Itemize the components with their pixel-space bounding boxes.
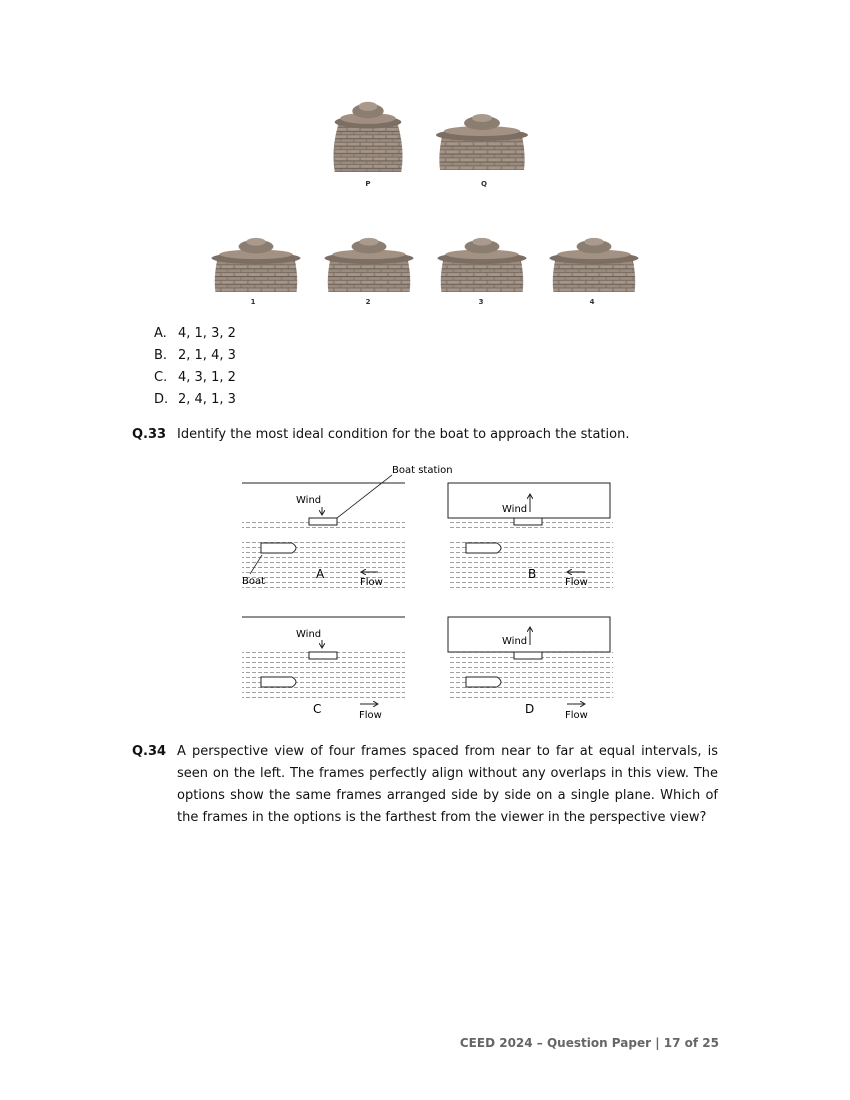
page-footer — [460, 1036, 719, 1050]
flow-label-a: Flow — [360, 577, 383, 588]
wind-label-c: Wind — [296, 629, 322, 640]
wind-label-a: Wind — [296, 495, 322, 506]
panel-letter-d: D — [525, 702, 535, 716]
flow-label-c: Flow — [359, 710, 382, 721]
boat-shape — [261, 677, 296, 687]
basket-label-4: 4 — [589, 298, 595, 306]
diagram-panel-c — [242, 617, 405, 704]
flow-label-d: Flow — [565, 710, 588, 721]
boat-label: Boat — [242, 576, 266, 587]
footer-page-number: 17 of 25 — [663, 1036, 719, 1050]
panel-letter-c: C — [313, 702, 322, 716]
boat-station-dock — [309, 652, 337, 659]
footer-exam-title: CEED 2024 – Question Paper | — [459, 1036, 660, 1050]
option-text: 4, 1, 3, 2 — [178, 326, 236, 341]
diagram-panel-d — [448, 617, 613, 704]
boat-station-label: Boat station — [392, 465, 453, 476]
question-number-33: Q.33 — [132, 427, 167, 442]
basket-label-2: 2 — [365, 298, 371, 306]
basket-label-3: 3 — [478, 298, 484, 306]
boat-shape — [466, 543, 501, 553]
wind-label-d: Wind — [502, 636, 528, 647]
option-letter: B. — [154, 348, 168, 363]
question-text-34: A perspective view of four frames spaced from near to far at equal intervals, is seen on the left. The frames perfectly align without any overlaps in this view. The options show the same frames arranged side by side on a single plane. Which of the frames in the options is the farthest from the viewer in the perspective view? — [177, 744, 718, 825]
option-letter: C. — [154, 370, 168, 385]
boat-station-dock — [514, 652, 542, 659]
basket-label-1: 1 — [250, 298, 256, 306]
question-text-33: Identify the most ideal condition for the boat to approach the station. — [177, 427, 630, 442]
panel-letter-b: B — [528, 567, 537, 581]
option-text: 2, 4, 1, 3 — [178, 392, 236, 407]
basket-label-p: P — [365, 180, 371, 188]
flow-label-b: Flow — [565, 577, 588, 588]
option-letter: A. — [154, 326, 167, 341]
boat-shape — [261, 543, 296, 553]
option-text: 2, 1, 4, 3 — [178, 348, 236, 363]
boat-station-dock — [309, 518, 337, 525]
boat-station-leader — [337, 475, 392, 518]
boat-station-dock — [514, 518, 542, 525]
boat-shape — [466, 677, 501, 687]
basket-label-q: Q — [481, 180, 487, 188]
question-number-34: Q.34 — [132, 744, 167, 759]
option-letter: D. — [154, 392, 169, 407]
wind-label-b: Wind — [502, 504, 528, 515]
panel-letter-a: A — [316, 567, 325, 581]
option-text: 4, 3, 1, 2 — [178, 370, 236, 385]
